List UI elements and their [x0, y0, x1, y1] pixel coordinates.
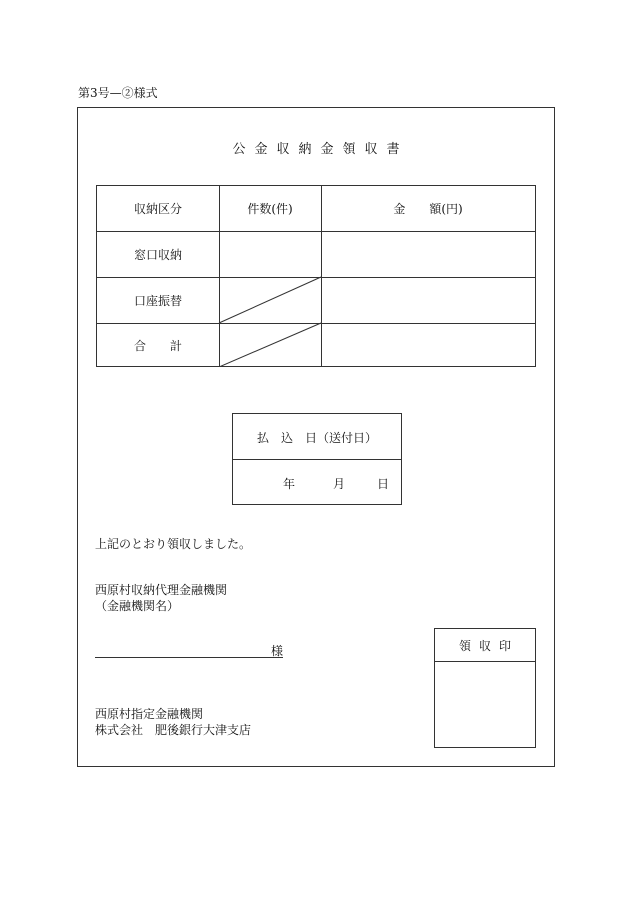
row-label-transfer: 口座振替: [133, 293, 182, 308]
payment-date-label: 払 込 日（送付日）: [256, 430, 377, 445]
recipient-name-line[interactable]: [95, 657, 283, 658]
designated-bank-label: 西原村指定金融機関: [95, 707, 204, 721]
header-amount: 金 額(円): [393, 202, 463, 216]
header-count: 件数(件): [247, 202, 293, 216]
form-number: 第3号—②様式: [78, 86, 158, 100]
honorific-sama: 様: [271, 644, 284, 658]
row-label-total: 合 計: [133, 338, 182, 353]
year-label: 年: [283, 477, 296, 491]
header-category: 収納区分: [133, 202, 182, 216]
row-label-counter: 窓口収納: [133, 247, 182, 262]
stamp-area[interactable]: [435, 662, 535, 747]
document-title: 公金収納金領収書: [232, 142, 409, 157]
stamp-label: 領収印: [435, 629, 535, 662]
strike-line-total-count: [219, 323, 321, 366]
month-label: 月: [333, 477, 346, 491]
strike-line-transfer-count: [219, 277, 321, 323]
receipt-stamp-box: [434, 628, 536, 748]
receipt-statement: 上記のとおり領収しました。: [95, 537, 252, 551]
payment-date-field[interactable]: [233, 460, 401, 506]
agent-bank-label: 西原村収納代理金融機関: [95, 583, 228, 597]
agent-bank-name-note: （金融機関名）: [95, 599, 180, 613]
day-label: 日: [377, 477, 390, 491]
payment-date-box: [232, 413, 402, 505]
not-applicable-marks: [97, 186, 535, 366]
receipt-table: [96, 185, 536, 367]
designated-bank-name: 株式会社 肥後銀行大津支店: [95, 723, 252, 737]
